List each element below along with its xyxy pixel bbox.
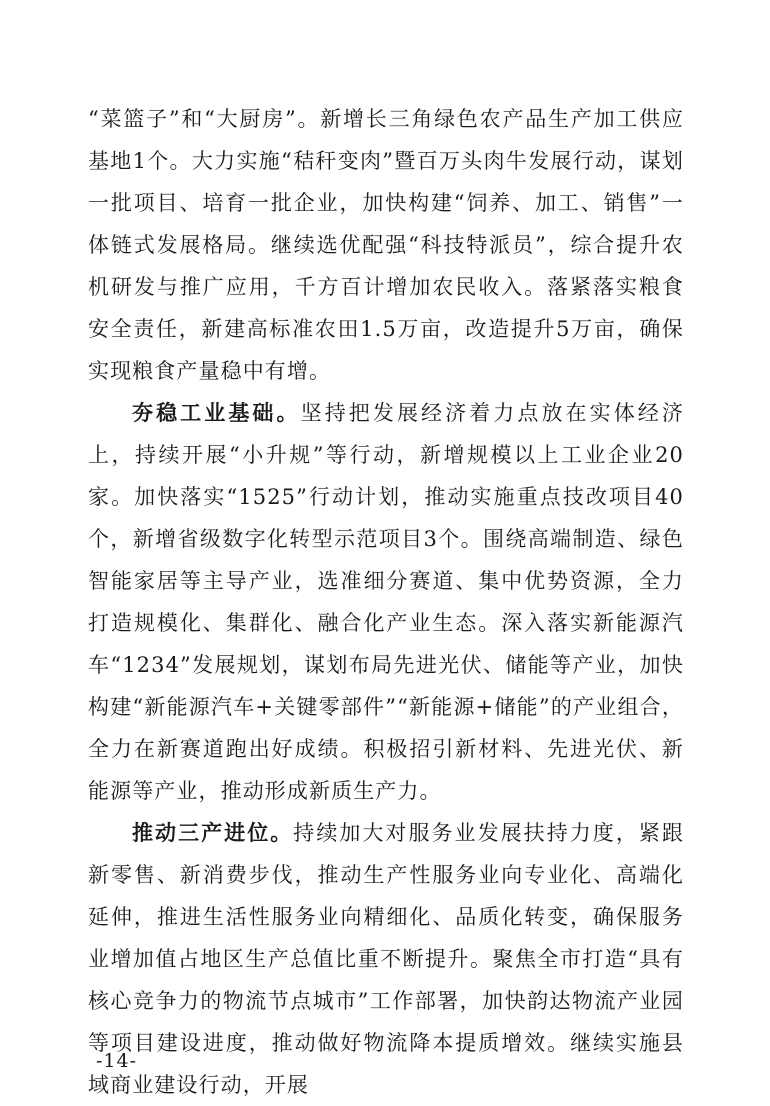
paragraph-text: 持续加大对服务业发展扶持力度，紧跟新零售、新消费步伐，推动生产性服务业向专业化、高端化延伸，推进生活性服务业向精细化、品质化转变，确保服务业增加值占地区生产总值比重不断提升。聚焦全市打造“具有核心竞争力的物流节点城市”工作部署，加快韵达物流产业园等项目建设进度，推动做好物流降本提质增效。继续实施县域商业建设行动，开展: [88, 821, 685, 1097]
document-body: [88, 98, 684, 1106]
paragraph-agriculture: [88, 98, 684, 392]
paragraph-heading: 推动三产进位。: [132, 821, 294, 845]
page-number: -14-: [96, 1050, 138, 1072]
paragraph-services: [88, 812, 684, 1106]
paragraph-text: 坚持把发展经济着力点放在实体经济上，持续开展“小升规”等行动，新增规模以上工业企业20家。加快落实“1525”行动计划，推动实施重点技改项目40个，新增省级数字化转型示范项目3个。围绕高端制造、绿色智能家居等主导产业，选准细分赛道、集中优势资源，全力打造规模化、集群化、融合化产业生态。深入落实新能源汽车“1234”发展规划，谋划布局先进光伏、储能等产业，加快构建“新能源汽车+关键零部件”“新能源+储能”的产业组合，全力在新赛道跑出好成绩。积极招引新材料、先进光伏、新能源等产业，推动形成新质生产力。: [88, 401, 684, 803]
paragraph-industry: [88, 392, 684, 812]
paragraph-heading: 夯稳工业基础。: [132, 401, 301, 425]
paragraph-text: “菜篮子”和“大厨房”。新增长三角绿色农产品生产加工供应基地1个。大力实施“秸秆变肉”暨百万头肉牛发展行动，谋划一批项目、培育一批企业，加快构建“饲养、加工、销售”一体链式发展格局。继续选优配强“科技特派员”，综合提升农机研发与推广应用，千方百计增加农民收入。落紧落实粮食安全责任，新建高标准农田1.5万亩，改造提升5万亩，确保实现粮食产量稳中有增。: [88, 107, 684, 383]
